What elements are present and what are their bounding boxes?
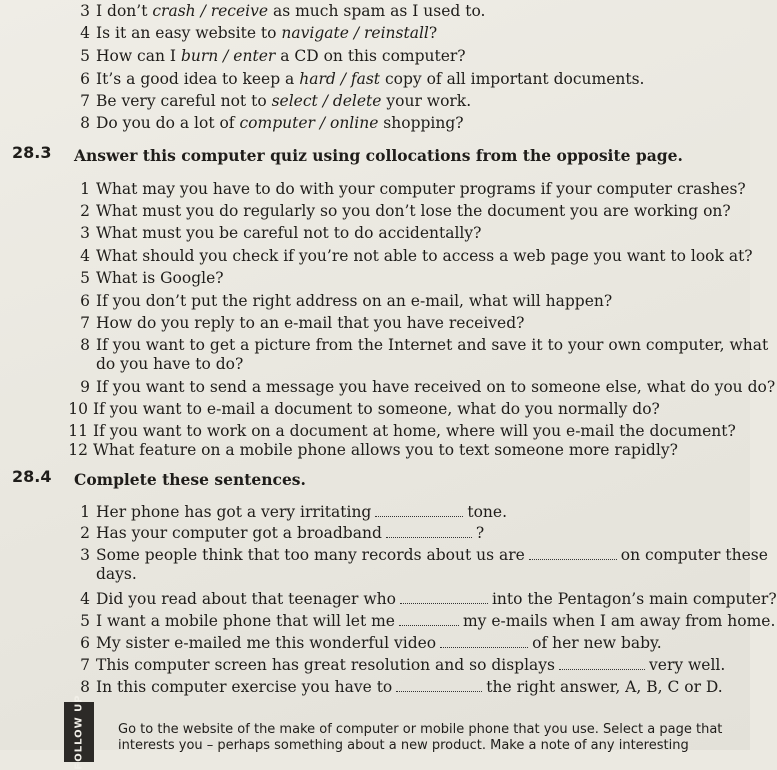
completion-sentence: 2 Has your computer got a broadband ? bbox=[80, 524, 485, 542]
answer-blank[interactable] bbox=[396, 679, 482, 692]
completion-sentence: 8 In this computer exercise you have to the right answer, A, B, C or D. bbox=[80, 678, 723, 696]
follow-up-tab: FOLLOW UP bbox=[64, 702, 94, 762]
ex28-2-item: 8 Do you do a lot of computer / online shopping? bbox=[80, 114, 464, 132]
quiz-question: 5 What is Google? bbox=[80, 269, 224, 287]
quiz-question-continued: do you have to do? bbox=[96, 355, 244, 373]
completion-sentence: 3 Some people think that too many records about us are on computer these bbox=[80, 546, 768, 564]
answer-blank[interactable] bbox=[386, 525, 472, 538]
answer-blank[interactable] bbox=[559, 657, 645, 670]
completion-sentence: 7 This computer screen has great resolution and so displays very well. bbox=[80, 656, 726, 674]
quiz-question: 3 What must you be careful not to do accidentally? bbox=[80, 224, 482, 242]
quiz-question: 9 If you want to send a message you have received on to someone else, what do you do? bbox=[80, 378, 776, 396]
completion-sentence: 4 Did you read about that teenager who into the Pentagon’s main computer? bbox=[80, 590, 777, 608]
ex28-2-item: 3 I don’t crash / receive as much spam as I used to. bbox=[80, 2, 486, 20]
quiz-question: 12 What feature on a mobile phone allows you to text someone more rapidly? bbox=[68, 441, 678, 459]
completion-sentence: 5 I want a mobile phone that will let me my e-mails when I am away from home. bbox=[80, 612, 776, 630]
exercise-number: 28.3 bbox=[12, 143, 52, 162]
completion-sentence: 6 My sister e-mailed me this wonderful video of her new baby. bbox=[80, 634, 662, 652]
quiz-question: 11 If you want to work on a document at home, where will you e-mail the document? bbox=[68, 422, 736, 440]
ex28-2-item: 7 Be very careful not to select / delete your work. bbox=[80, 92, 472, 110]
exercise-instruction: Answer this computer quiz using collocations from the opposite page. bbox=[74, 146, 683, 165]
answer-blank[interactable] bbox=[529, 547, 617, 560]
answer-blank[interactable] bbox=[440, 635, 528, 648]
quiz-question: 4 What should you check if you’re not able to access a web page you want to look at? bbox=[80, 247, 753, 265]
completion-sentence: 1 Her phone has got a very irritating tone. bbox=[80, 503, 508, 521]
ex28-2-item: 6 It’s a good idea to keep a hard / fast copy of all important documents. bbox=[80, 70, 645, 88]
quiz-question: 8 If you want to get a picture from the Internet and save it to your own computer, what bbox=[80, 336, 769, 354]
ex28-2-item: 5 How can I burn / enter a CD on this computer? bbox=[80, 47, 466, 65]
answer-blank[interactable] bbox=[375, 504, 463, 517]
quiz-question: 6 If you don’t put the right address on an e-mail, what will happen? bbox=[80, 292, 613, 310]
quiz-question: 10 If you want to e-mail a document to someone, what do you normally do? bbox=[68, 400, 660, 418]
ex28-2-item: 4 Is it an easy website to navigate / reinstall? bbox=[80, 24, 438, 42]
completion-sentence-continued: days. bbox=[96, 565, 137, 583]
follow-up-section bbox=[0, 694, 750, 770]
answer-blank[interactable] bbox=[399, 613, 459, 626]
answer-blank[interactable] bbox=[400, 591, 488, 604]
follow-up-text: Go to the website of the make of computer or mobile phone that you use. Select a page that interests you – perhaps something about a new product. Make a note of any interesting bbox=[118, 722, 723, 753]
quiz-question: 1 What may you have to do with your computer programs if your computer crashes? bbox=[80, 180, 746, 198]
quiz-question: 2 What must you do regularly so you don’t lose the document you are working on? bbox=[80, 202, 731, 220]
quiz-question: 7 How do you reply to an e-mail that you have received? bbox=[80, 314, 525, 332]
exercise-instruction: Complete these sentences. bbox=[74, 470, 306, 489]
exercise-number: 28.4 bbox=[12, 467, 52, 486]
